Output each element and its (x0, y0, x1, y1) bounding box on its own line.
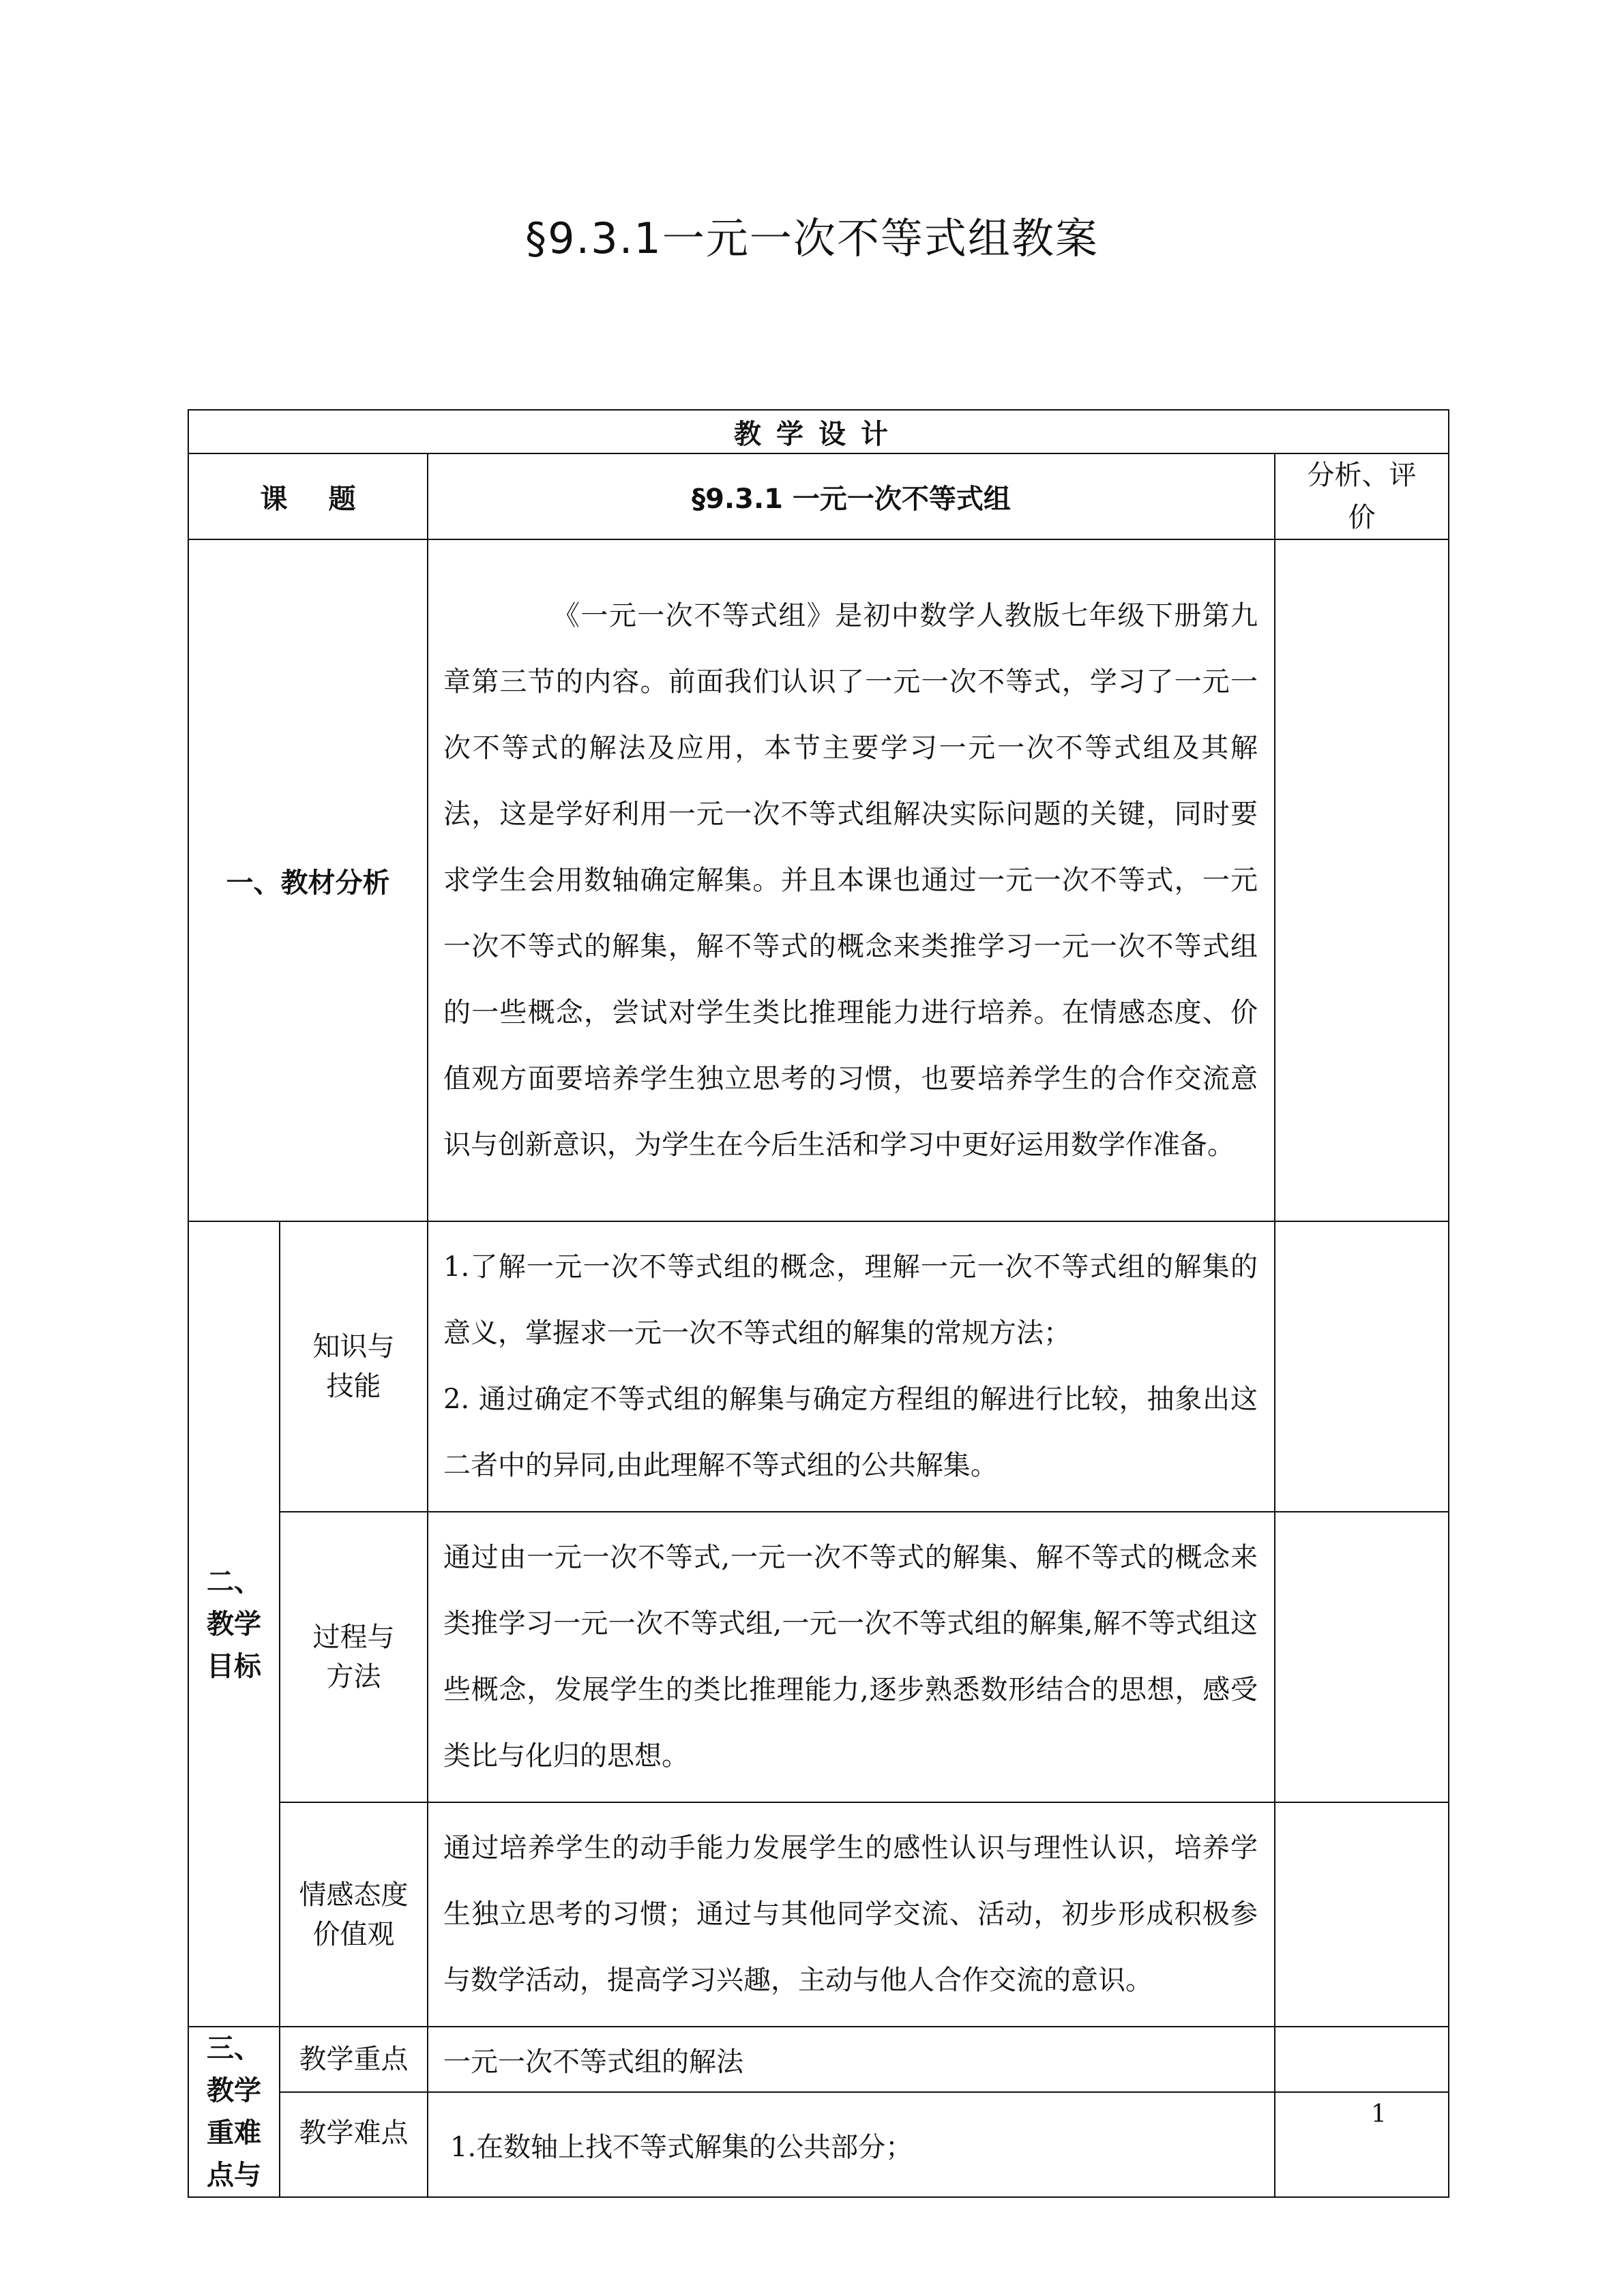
teaching-difficulty-label: 教学难点 (280, 2092, 428, 2197)
teaching-goals-label-line-3: 目标 (207, 1650, 261, 1682)
teaching-focus-text: 一元一次不等式组的解法 (428, 2027, 1275, 2092)
eval-cell-difficulty (1275, 2092, 1449, 2197)
topic-value: §9.3.1 一元一次不等式组 (428, 453, 1275, 539)
material-analysis-paragraph: 《一元一次不等式组》是初中数学人教版七年级下册第九章第三节的内容。前面我们认识了一元一次不等式，学习了一元一次不等式的解法及应用，本节主要学习一元一次不等式组及其解法，这是学好利用一元一次不等式组解决实际问题的关键，同时要求学生会用数轴确定解集。并且本课也通过一元一次不等式，一元一次不等式的解集，解不等式的概念来类推学习一元一次不等式组的一些概念，尝试对学生类比推理能力进行培养。在情感态度、价值观方面要培养学生独立思考的习惯，也要培养学生的合作交流意识与创新意识，为学生在今后生活和学习中更好运用数学作准备。 (443, 599, 1258, 1161)
key-difficulty-row (188, 2092, 1449, 2197)
eval-cell-material (1275, 539, 1449, 1221)
teaching-goals-label-line-1: 二、 (207, 1566, 261, 1598)
material-analysis-label: 一、教材分析 (188, 539, 428, 1221)
document-title: §9.3.1一元一次不等式组教案 (525, 213, 1099, 263)
eval-cell-attitude (1275, 1802, 1449, 2027)
goals-process-row (188, 1512, 1449, 1802)
process-methods-label-line-2: 方法 (326, 1661, 381, 1693)
knowledge-item-1: 1.了解一元一次不等式组的概念，理解一元一次不等式组的解集的意义，掌握求一元一次不等式组的解集的常规方法； (443, 1251, 1258, 1349)
table-header-row (188, 410, 1449, 453)
eval-cell-knowledge (1275, 1221, 1449, 1512)
attitude-values-text: 通过培养学生的动手能力发展学生的感性认识与理性认识，培养学生独立思考的习惯；通过与其他同学交流、活动，初步形成积极参与数学活动，提高学习兴趣，主动与他人合作交流的意识。 (428, 1802, 1275, 2027)
process-methods-text: 通过由一元一次不等式,一元一次不等式的解集、解不等式的概念来类推学习一元一次不等式组,一元一次不等式组的解集,解不等式组这些概念，发展学生的类比推理能力,逐步熟悉数形结合的思想，感受类比与化归的思想。 (428, 1512, 1275, 1802)
teaching-focus-label: 教学重点 (280, 2027, 428, 2092)
key-focus-row (188, 2027, 1449, 2092)
teaching-goals-label-line-2: 教学 (207, 1608, 261, 1640)
key-points-label (188, 2027, 280, 2197)
knowledge-skills-text (428, 1221, 1275, 1512)
material-analysis-text (428, 539, 1275, 1221)
eval-cell-focus (1275, 2027, 1449, 2092)
knowledge-skills-label (280, 1221, 428, 1512)
eval-cell-process (1275, 1512, 1449, 1802)
key-points-label-line-4: 点与 (207, 2160, 261, 2191)
teaching-difficulty-text: 1.在数轴上找不等式解集的公共部分； (428, 2092, 1275, 2197)
teaching-goals-label (188, 1221, 280, 2027)
eval-header-line-2: 价 (1348, 502, 1376, 533)
material-analysis-row (188, 539, 1449, 1221)
key-points-label-line-2: 教学 (207, 2075, 261, 2106)
knowledge-skills-label-line-2: 技能 (326, 1371, 381, 1402)
goals-knowledge-row (188, 1221, 1449, 1512)
knowledge-item-2: 2. 通过确定不等式组的解集与确定方程组的解进行比较，抽象出这二者中的异同,由此理解不等式组的公共解集。 (443, 1384, 1258, 1481)
attitude-values-label-line-2: 价值观 (312, 1918, 395, 1950)
goals-attitude-row (188, 1802, 1449, 2027)
attitude-values-label-line-1: 情感态度 (299, 1879, 409, 1911)
topic-row (188, 453, 1449, 539)
lesson-plan-table (188, 409, 1449, 2198)
eval-header-line-1: 分析、评 (1307, 460, 1417, 491)
process-methods-label (280, 1512, 428, 1802)
table-header: 教学设计 (188, 410, 1449, 453)
key-points-label-line-1: 三、 (207, 2033, 261, 2064)
topic-label: 课题 (188, 453, 428, 539)
page-number: 1 (1371, 2100, 1387, 2128)
attitude-values-label (280, 1802, 428, 2027)
key-points-label-line-3: 重难 (207, 2117, 261, 2149)
knowledge-skills-label-line-1: 知识与 (312, 1331, 395, 1362)
eval-column-header (1275, 453, 1449, 539)
process-methods-label-line-1: 过程与 (312, 1622, 395, 1653)
